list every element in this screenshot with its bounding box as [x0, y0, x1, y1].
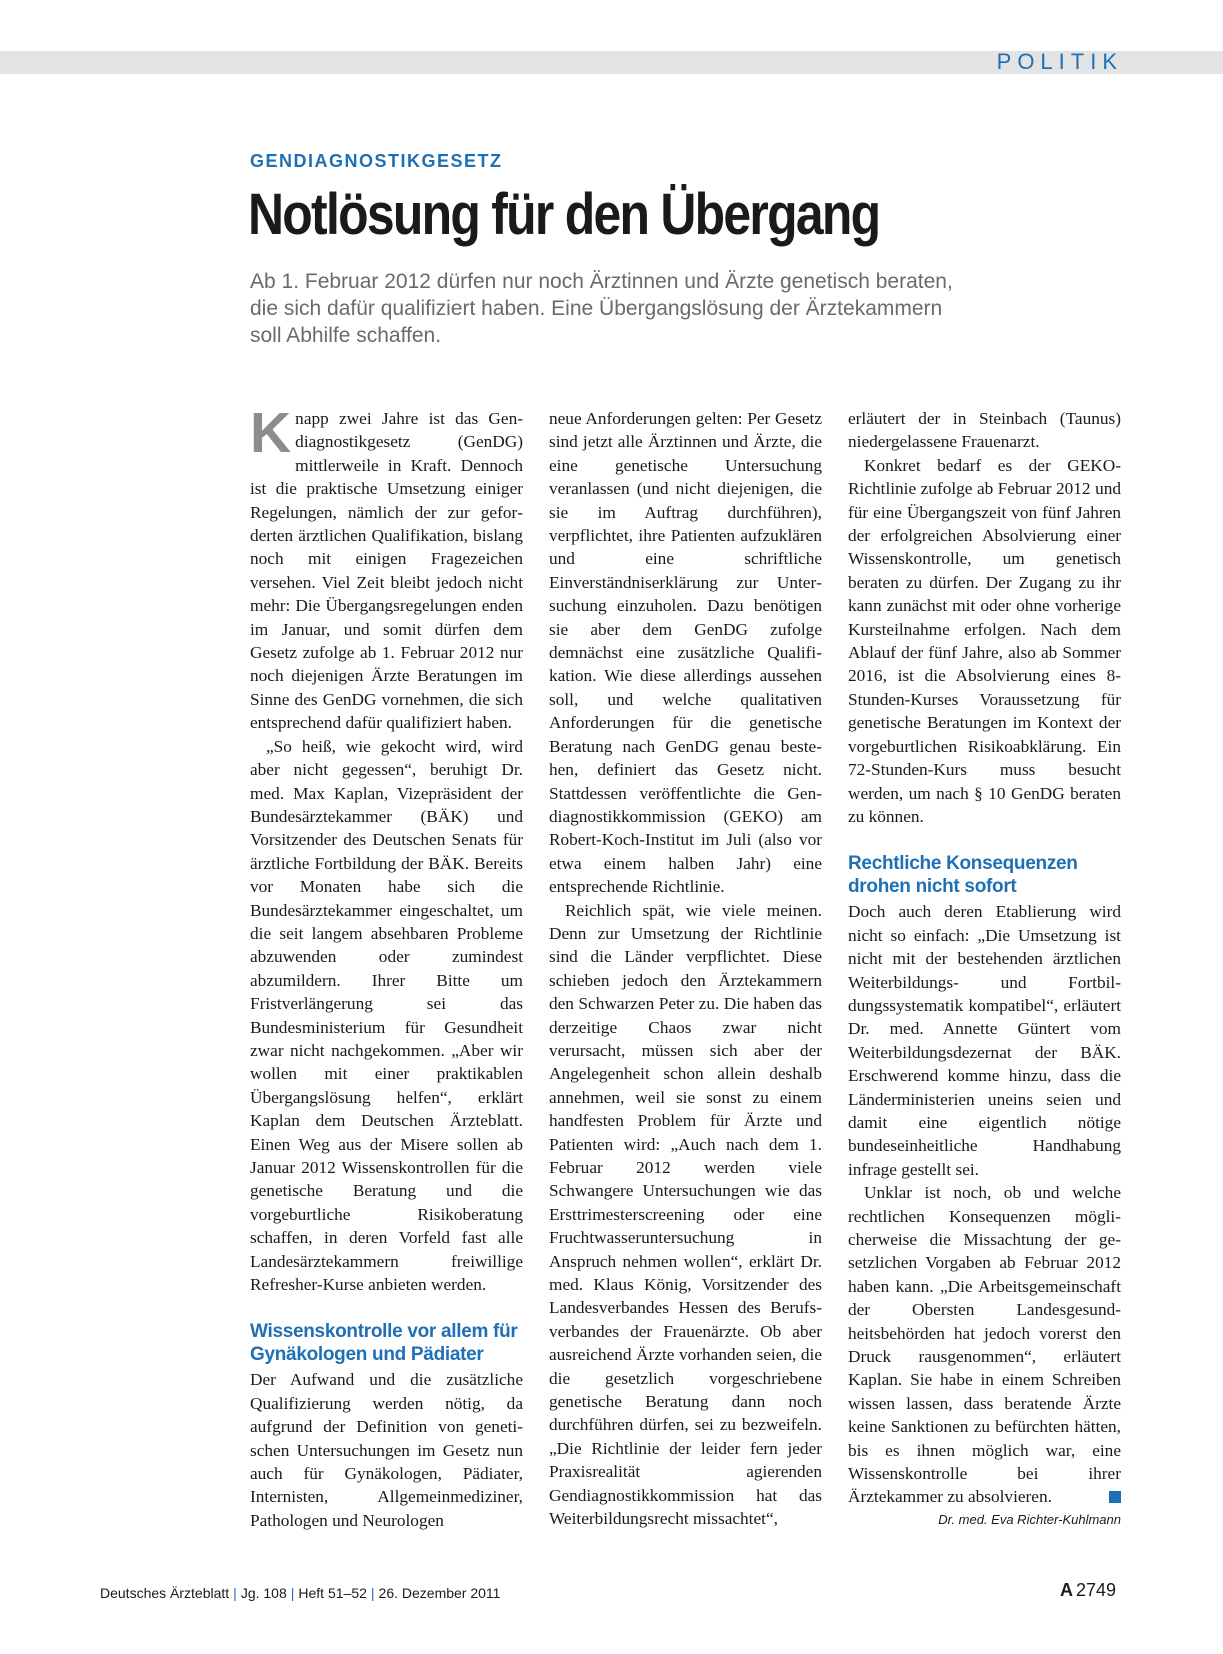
page-number — [1060, 1580, 1116, 1601]
paragraph: neue Anforderungen gelten: Per Gesetz sind jetzt alle Ärztinnen und Ärzte, die eine genetische Untersuchung veranlassen (und nicht diejenigen, die sie im Auftrag durchführen), verpflichtet, ihre Patienten aufzuklären und eine schriftliche Einverständniserklärung zur Untersuchung einzuholen. Dazu benötigen sie aber dem GenDG zufolge demnächst eine zusätzliche Qualifikation. Wie diese allerdings aussehen soll, und welche qualitativen Anforderungen für die genetische Beratung nach GenDG genau bestehen, definiert das Gesetz nicht. Stattdessen veröffentlichte die Gendiagnostikkommission (GEKO) am Robert-Koch-Institut im Juli (also vor etwa einem halben Jahr) eine entsprechende Richtlinie. — [549, 409, 822, 897]
issue: Heft 51–52 — [298, 1585, 367, 1601]
article-lead — [250, 268, 1050, 349]
paragraph: erläutert der in Steinbach (Taunus) niedergelassene Frauenarzt. — [848, 409, 1121, 452]
text-column-2 — [549, 407, 822, 1531]
text-column-3 — [848, 407, 1121, 1529]
page-prefix: A — [1059, 1580, 1073, 1600]
paragraph: Der Aufwand und die zusätzliche Qualifizierung werden nötig, da aufgrund der Definition von genetischen Untersuchungen im Gesetz nun auch für Gynäkologen, Pädiater, Internisten, Allgemeinmediziner, Pathologen und Neurologen — [250, 1370, 523, 1530]
paragraph: Doch auch deren Etablierung wird nicht so einfach: „Die Umsetzung ist nicht mit der bestehenden ärztlichen Weiterbildungs- und Fortbildungssystematik kompatibel“, erläutert Dr. med. Annette Güntert vom Weiterbildungsdezernat der BÄK. Erschwerend komme hinzu, dass die Länderministerien uneins seien und damit eine eigentlich nötige bundeseinheitliche Handhabung infrage gestellt sei. — [848, 902, 1121, 1179]
subheading: Wissenskontrolle vor allem für Gynäkologen und Pädiater — [250, 1321, 518, 1366]
lead-line: Ab 1. Februar 2012 dürfen nur noch Ärztinnen und Ärzte genetisch beraten, — [250, 270, 953, 293]
lead-line: soll Abhilfe schaffen. — [250, 324, 442, 347]
article-kicker: GENDIAGNOSTIKGESETZ — [250, 151, 503, 171]
separator: | — [233, 1585, 237, 1601]
paragraph — [250, 401, 523, 735]
drop-cap: K — [250, 401, 292, 465]
paragraph: Reichlich spät, wie viele meinen. Denn zur Umsetzung der Richtlinie sind die Länder verpflichtet. Diese schieben jedoch den Ärztekammern den Schwarzen Peter zu. Die haben das derzeitige Chaos zwar nicht verursacht, müssen sich aber der Angelegenheit schon allein deshalb annehmen, weil sie sonst zu einem handfesten Problem für Ärzte und Patienten wird: „Auch nach dem 1. Februar 2012 werden viele Schwangere Untersuchungen wie das Ersttrimesterscreening oder eine Fruchtwasseruntersuchung in Anspruch nehmen wollen“, erklärt Dr. med. Klaus König, Vorsitzender des Landesverbandes Hessen des Berufsverbandes der Frauenärzte. Ob aber ausreichend Ärzte vorhanden seien, die die gesetzlich vorgeschriebene genetische Beratung dann noch durchführen dürfen, sei zu bezweifeln. „Die Richtlinie der leider fern jeder Praxisrealität agierenden Gendiagnostikkommission hat das Weiterbildungsrecht missachtet“, — [549, 900, 822, 1529]
article-title: Notlösung für den Übergang — [248, 182, 880, 247]
subheading: Rechtliche Konsequenzen drohen nicht sofort — [848, 853, 1078, 898]
paragraph — [848, 1181, 1121, 1509]
text-column-1 — [250, 401, 523, 1532]
publication-name: Deutsches Ärzteblatt — [100, 1585, 230, 1601]
separator: | — [290, 1585, 295, 1601]
volume: Jg. 108 — [240, 1585, 287, 1601]
lead-line: die sich dafür qualifiziert haben. Eine Übergangslösung der Ärztekammern — [250, 297, 943, 320]
paragraph: Konkret bedarf es der GEKO-Richtlinie zufolge ab Februar 2012 und für eine Übergangszeit von fünf Jahren der erfolgreichen Absolvierung einer Wissenskontrolle, um genetisch beraten zu dürfen. Der Zugang zu ihr kann zunächst mit oder ohne vorherige Kursteilnahme erfolgen. Nach dem Ablauf der fünf Jahre, also ab Sommer 2016, ist die Absolvierung eines 8-Stunden-Kurses Voraussetzung für genetische Beratungen im Kontext der vorgeburtlichen Risikoabklärung. Ein 72-Stunden-Kurs muss besucht werden, um nach § 10 GenDG beraten zu können. — [848, 455, 1121, 826]
separator: | — [370, 1585, 375, 1601]
page-number-value: 2749 — [1075, 1580, 1116, 1600]
section-label: POLITIK — [996, 49, 1123, 74]
issue-date: 26. Dezember 2011 — [378, 1585, 501, 1601]
paragraph-text: Unklar ist noch, ob und welche rechtlichen Konsequenzen möglicherweise die Missachtung der gesetzlichen Vorgaben ab Februar 2012 haben kann. „Die Arbeitsgemeinschaft der Obersten Landesgesundheitsbehörden hat jedoch vorerst den Druck rausgenommen“, erläutert Kaplan. Sie habe in einem Schreiben wissen lassen, dass beratende Ärzte keine Sanktionen zu befürchten hätten, bis es ihnen möglich war, eine Wissenskontrolle bei ihrer Ärztekammer zu absolvieren. — [848, 1183, 1121, 1507]
author-byline: Dr. med. Eva Richter-Kuhlmann — [938, 1511, 1121, 1527]
paragraph-text: napp zwei Jahre ist das Gendiagnostikgesetz (GenDG) mittlerweile in Kraft. Dennoch ist die praktische Umsetzung einiger Regelungen, nämlich der zur geforderten ärztlichen Qualifikation, bislang noch mit einigen Fragezeichen versehen. Viel Zeit bleibt jedoch nicht mehr: Die Übergangsregelungen enden im Januar, und somit dürfen dem Gesetz zufolge ab 1. Februar 2012 nur noch diejenigen Ärzte Beratungen im Sinne des GenDG vornehmen, die sich entsprechend dafür qualifiziert haben. — [250, 409, 523, 733]
end-mark-icon — [1109, 1491, 1121, 1503]
footer-citation — [100, 1585, 500, 1601]
paragraph: „So heiß, wie gekocht wird, wird aber nicht gegessen“, beruhigt Dr. med. Max Kaplan, Vizepräsident der Bundesärztekammer (BÄK) und Vorsitzender des Deutschen Senats für ärztliche Fortbildung der BÄK. Bereits vor Monaten habe sich die Bundesärztekammer eingeschaltet, um die seit langem absehbaren Probleme abzuwenden oder zumindest abzumildern. Ihrer Bitte um Fristverlängerung sei das Bundesministerium für Gesundheit zwar nicht nachgekommen. „Aber wir wollen mit einer praktikablen Übergangslösung helfen“, erklärt Kaplan dem Deutschen Ärzteblatt. Einen Weg aus der Misere sollen ab Januar 2012 Wissenskontrollen für die genetische Beratung und die vorgeburtliche Risikoberatung schaffen, in deren Vorfeld fast alle Landesärztekammern freiwillige Refresher-Kurse anbieten werden. — [250, 736, 523, 1295]
